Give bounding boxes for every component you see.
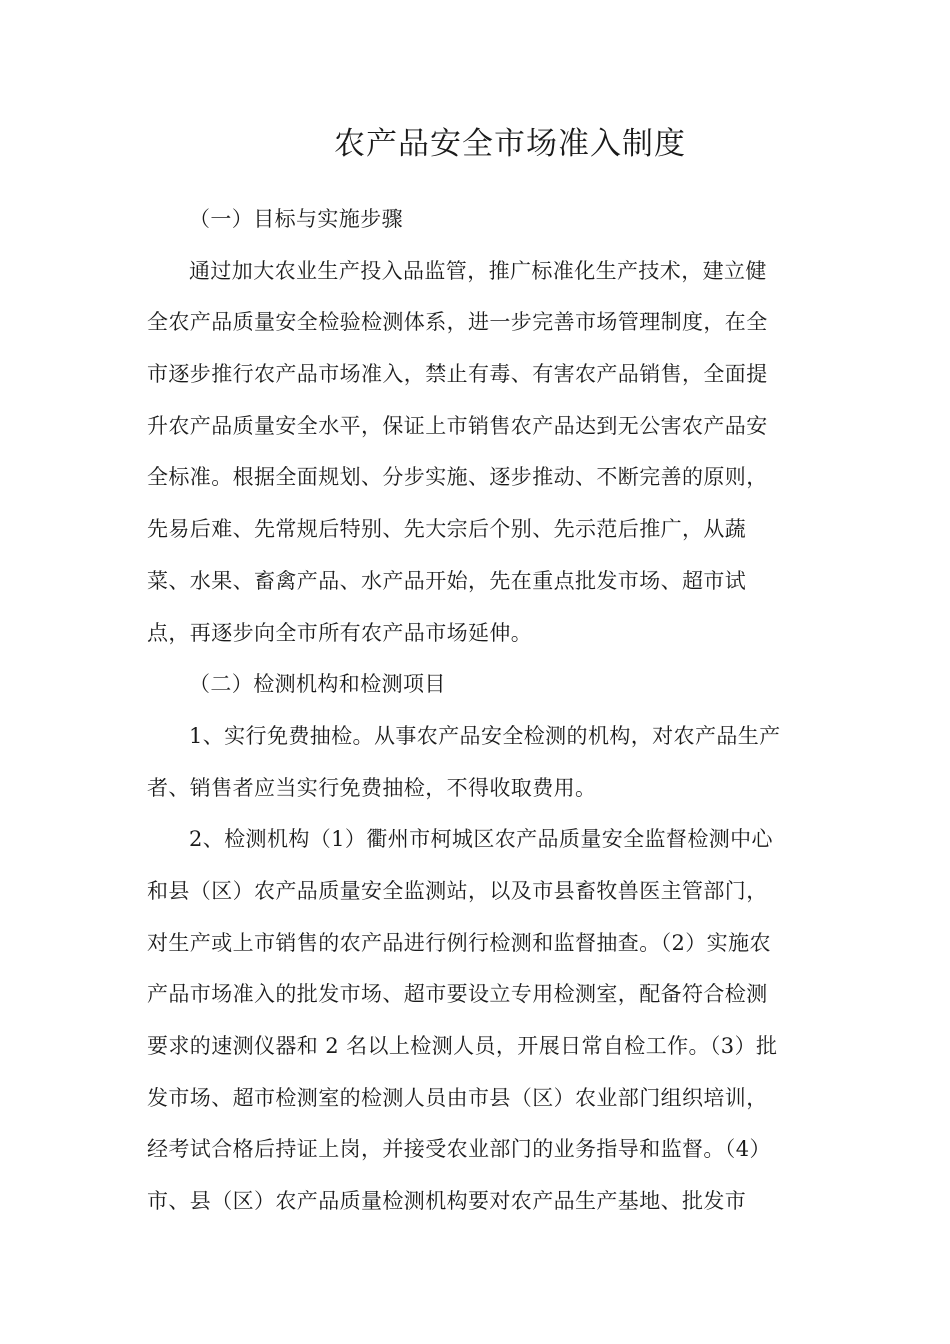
body-line: 要求的速测仪器和 2 名以上检测人员，开展日常自检工作。（3）批 [147,1034,778,1058]
body-line: 市、县（区）农产品质量检测机构要对农产品生产基地、批发市 [147,1189,747,1214]
body-line: 者、销售者应当实行免费抽检，不得收取费用。 [147,775,597,800]
body-line: 经考试合格后持证上岗，并接受农业部门的业务指导和监督。（4） [147,1137,771,1162]
document-title: 农产品安全市场准入制度 [334,126,686,162]
body-line: 通过加大农业生产投入品监管，推广标准化生产技术，建立健 [189,258,767,283]
body-line: 1、实行免费抽检。从事农产品安全检测的机构，对农产品生产 [189,723,781,748]
body-line: 全标准。根据全面规划、分步实施、逐步推动、不断完善的原则， [147,465,768,490]
body-line: 和县（区）农产品质量安全监测站，以及市县畜牧兽医主管部门， [147,878,768,903]
body-line: 先易后难、先常规后特别、先大宗后个别、先示范后推广，从蔬 [147,517,747,542]
body-line: 对生产或上市销售的农产品进行例行检测和监督抽查。（2）实施农 [147,930,771,955]
body-line: 市逐步推行农产品市场准入，禁止有毒、有害农产品销售，全面提 [147,362,768,387]
body-line: （一）目标与实施步骤 [189,207,403,231]
body-line: （二）检测机构和检测项目 [189,672,446,697]
body-line: 菜、水果、畜禽产品、水产品开始，先在重点批发市场、超市试 [147,568,747,593]
body-line: 产品市场准入的批发市场、超市要设立专用检测室，配备符合检测 [147,982,768,1007]
document-body [147,194,807,1228]
body-line: 升农产品质量安全水平，保证上市销售农产品达到无公害农产品安 [147,413,768,438]
body-line: 点，再逐步向全市所有农产品市场延伸。 [147,620,533,645]
body-line: 2、检测机构（1）衢州市柯城区农产品质量安全监督检测中心 [189,827,773,852]
body-line: 发市场、超市检测室的检测人员由市县（区）农业部门组织培训， [147,1085,768,1110]
body-line: 全农产品质量安全检验检测体系，进一步完善市场管理制度，在全 [147,310,768,335]
